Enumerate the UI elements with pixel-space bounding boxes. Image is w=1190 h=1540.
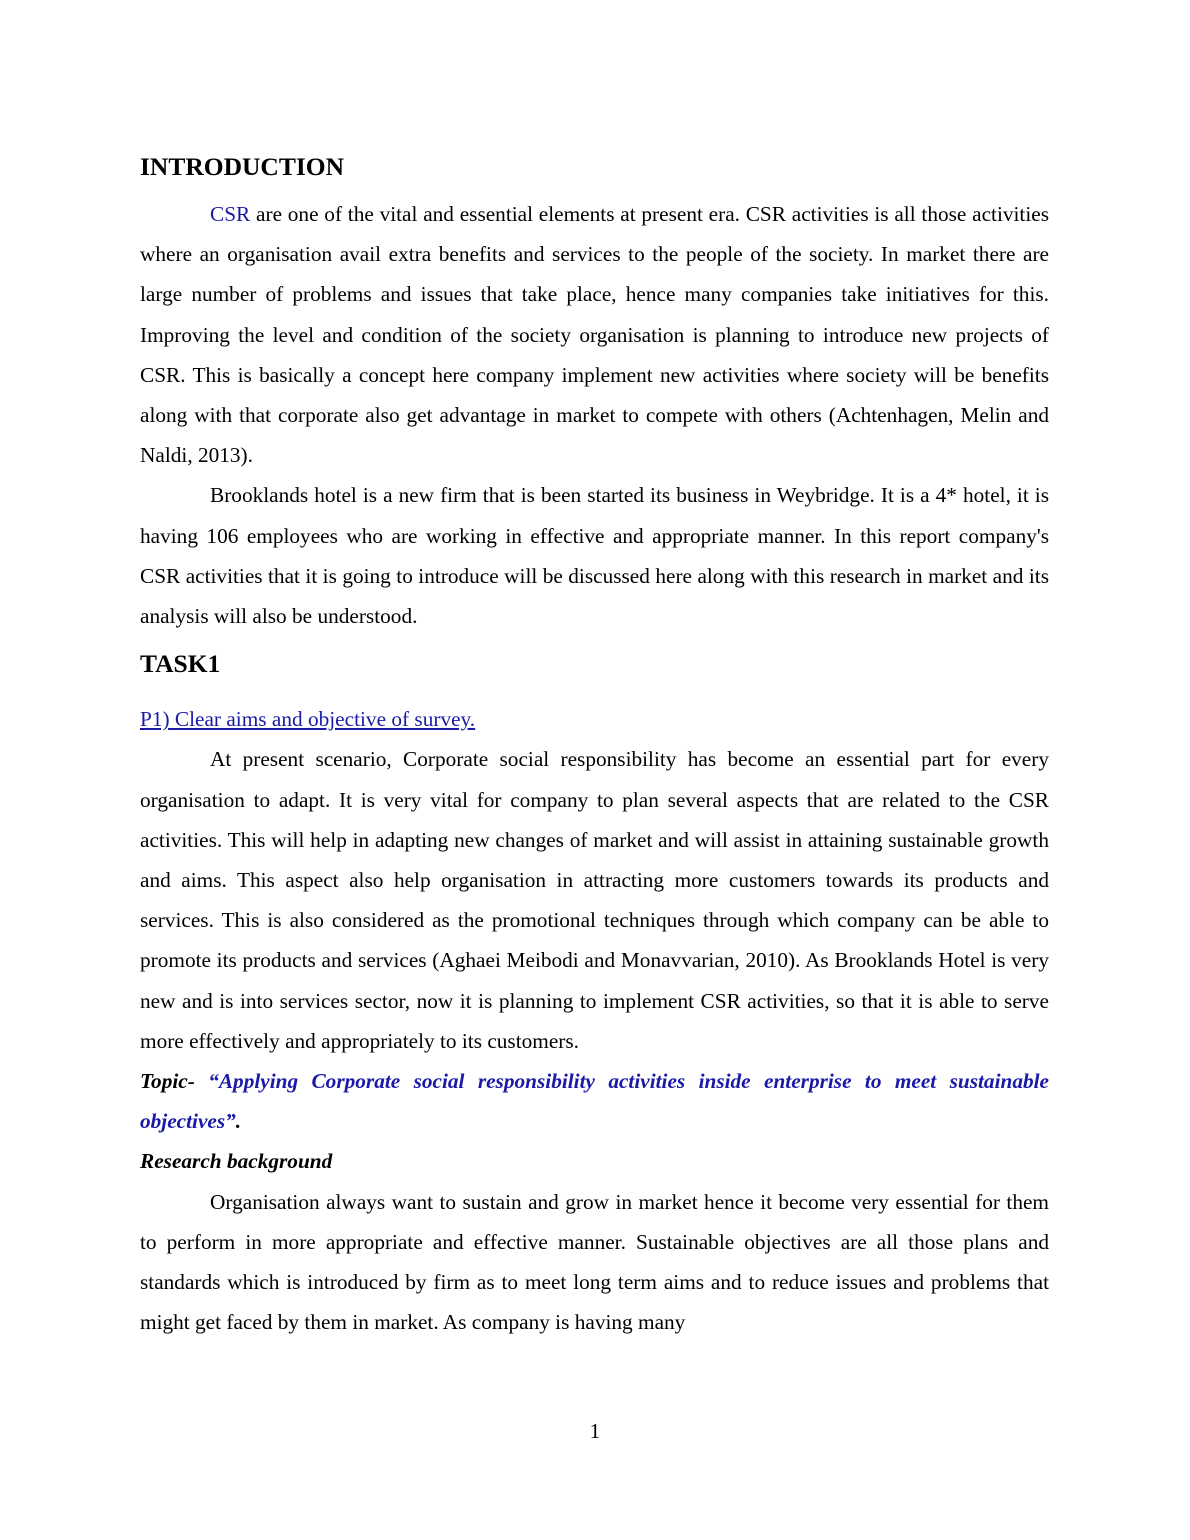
topic-line — [140, 1061, 1049, 1141]
p1-body-paragraph: At present scenario, Corporate social responsibility has become an essential part for every organisation to adapt. It is very vital for company to plan several aspects that are related to the CSR activities. This will help in adapting new changes of market and will assist in attaining sustainable growth and aims. This aspect also help organisation in attracting more customers towards its products and services. This is also considered as the promotional techniques through which company can be able to promote its products and services (Aghaei Meibodi and Monavvarian, 2010). As Brooklands Hotel is very new and is into services sector, now it is planning to implement CSR activities, so that it is able to serve more effectively and appropriately to its customers. — [140, 747, 1049, 1053]
topic-end: . — [235, 1109, 242, 1134]
research-background-paragraph: Organisation always want to sustain and grow in market hence it become very essential for them to perform in more appropriate and effective manner. Sustainable objectives are all those plans and standards which is introduced by firm as to meet long term aims and to reduce issues and problems that might get faced by them in market. As company is having many — [140, 1189, 1049, 1335]
p1-section-link[interactable]: P1) Clear aims and objective of survey. — [140, 707, 476, 732]
introduction-paragraph-1 — [140, 194, 1049, 475]
page-number: 1 — [589, 1419, 601, 1443]
csr-link[interactable]: CSR — [210, 202, 251, 226]
introduction-heading: INTRODUCTION — [140, 152, 345, 181]
task1-heading: TASK1 — [140, 649, 221, 679]
document-page — [140, 150, 1049, 1342]
introduction-paragraph-2: Brooklands hotel is a new firm that is been started its business in Weybridge. It is a 4* hotel, it is having 106 employees who are working in effective and appropriate manner. In this report company's CSR activities that it is going to introduce will be discussed here along with this research in market and its analysis will also be understood. — [140, 483, 1049, 629]
topic-title: “Applying Corporate social responsibility activities inside enterprise to meet sustainable objectives” — [140, 1069, 1050, 1134]
introduction-paragraph-1-text: are one of the vital and essential elements at present era. CSR activities is all those activities where an organisation avail extra benefits and services to the people of the society. In market there are large number of problems and issues that take place, hence many companies take initiatives for this. Improving the level and condition of the society organisation is planning to introduce new projects of CSR. This is basically a concept here company implement new activities where society will be benefits along with that corporate also get advantage in market to compete with others (Achtenhagen, Melin and Naldi, 2013). — [140, 202, 1049, 468]
topic-label: Topic- — [140, 1069, 209, 1094]
research-background-heading: Research background — [140, 1149, 333, 1174]
